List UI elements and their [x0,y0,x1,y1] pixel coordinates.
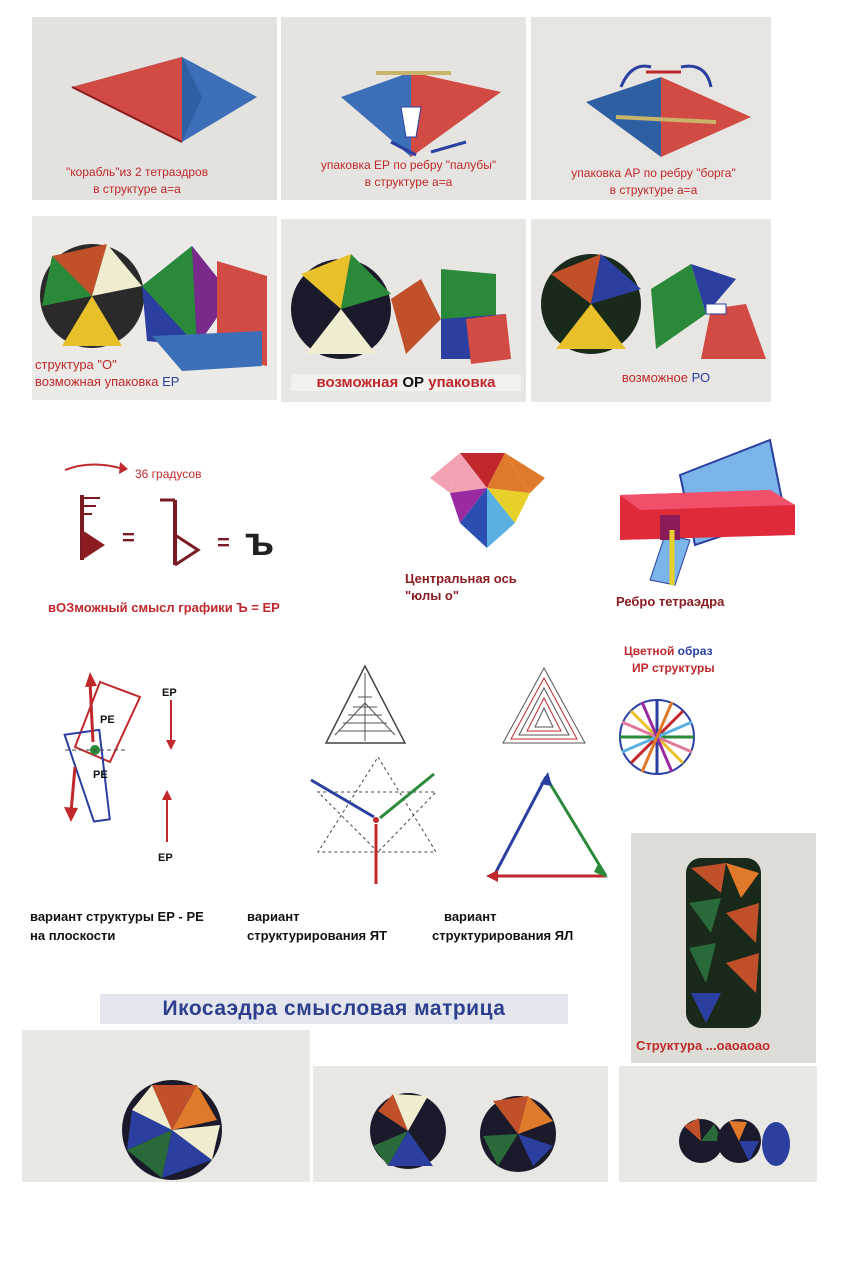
flag-glyph-icon [60,490,120,570]
photo3-caption-line1: упаковка АР по ребру "борга" [571,166,736,180]
color-image-label [624,643,715,677]
photo3-caption-line2: в структуре а=а [609,183,698,197]
meaning-label: вОЗможный смысл графики Ъ = ЕР [48,600,280,615]
central-axis-label [405,570,517,604]
hatched-triangle-icon [323,663,408,745]
photo5-caption-a: возможная [316,374,403,391]
color-label-b: образ [677,644,713,658]
ep-re-plane-diagram [55,672,150,832]
photo6-caption-a: возможное [621,370,692,385]
yat-structuring-diagram [306,752,441,887]
central-axis-line2: "юлы о" [405,588,460,603]
photo-ship-two-tetrahedra [32,17,277,200]
yal-structuring-triangle [486,772,611,884]
rotation-arrow-icon [60,458,130,480]
pe-label-1: РЕ [100,714,115,726]
outline-flag-glyph-icon [150,495,210,575]
photo4-caption-line2a: возможная упаковка [35,374,163,389]
photo2-caption-line2: в структуре а=а [364,175,453,189]
photo-icosahedron-parts [619,1066,817,1182]
photo-ro-packing [531,219,771,402]
color-label-a: Цветной [624,644,678,658]
variant-ep-re-caption [30,907,204,945]
photo-packing-ar [531,17,771,200]
variant-yat-caption [247,907,387,945]
photo2-caption-line1: упаковка ЕР по ребру "палубы" [320,158,497,172]
hard-sign-glyph: ъ [245,520,275,564]
photo-structure-column [631,833,816,1063]
photo5-caption-b: ОР [402,374,425,391]
variant2-line2: структурирования ЯТ [247,928,388,943]
degrees-label: 36 градусов [135,467,202,481]
photo4-caption-line2b: ЕР [162,374,180,389]
photo-packing-ep [281,17,526,200]
photo-icosahedron-halves [313,1066,608,1182]
photo1-caption-line1: "корабль"из 2 тетраэдров [65,165,209,179]
up-arrow-icon [160,790,174,842]
equals-sign-1: = [122,525,135,550]
photo1-caption-line2: в структуре а=а [93,182,181,196]
ep-label-bottom: ЕР [158,852,173,864]
variant1-line1: вариант структуры ЕР - РЕ [30,909,204,924]
structure-oaoa-caption: Структура ...оаоаоао [636,1038,771,1053]
photo-or-packing [281,219,526,402]
color-label-line2: ИР структуры [632,661,715,675]
tetrahedron-edge-icon [620,435,805,590]
ep-label-top: ЕР [162,687,177,699]
photo4-caption-line1: структура "О" [35,357,117,372]
icosahedron-title: Икосаэдра смысловая матрица [100,994,568,1024]
pe-label-2: РЕ [93,769,108,781]
color-wheel-icon [617,697,697,777]
variant3-line1: вариант [444,909,497,924]
photo-icosahedron-ball [22,1030,310,1182]
variant3-line2: структурирования ЯЛ [432,928,574,943]
tetrahedron-edge-label: Ребро тетраэдра [616,594,725,609]
variant-yal-caption [432,907,573,945]
photo5-caption-c: упаковка [424,374,496,391]
spinning-top-star-icon [430,448,545,553]
variant2-line1: вариант [247,909,300,924]
central-axis-line1: Центральная ось [405,571,517,586]
equals-sign-2: = [217,530,230,555]
nested-triangles-icon [500,665,588,745]
down-arrow-icon [164,700,178,750]
photo6-caption-b: РО [691,370,711,385]
variant1-line2: на плоскости [30,928,116,943]
photo-structure-o [32,216,277,400]
